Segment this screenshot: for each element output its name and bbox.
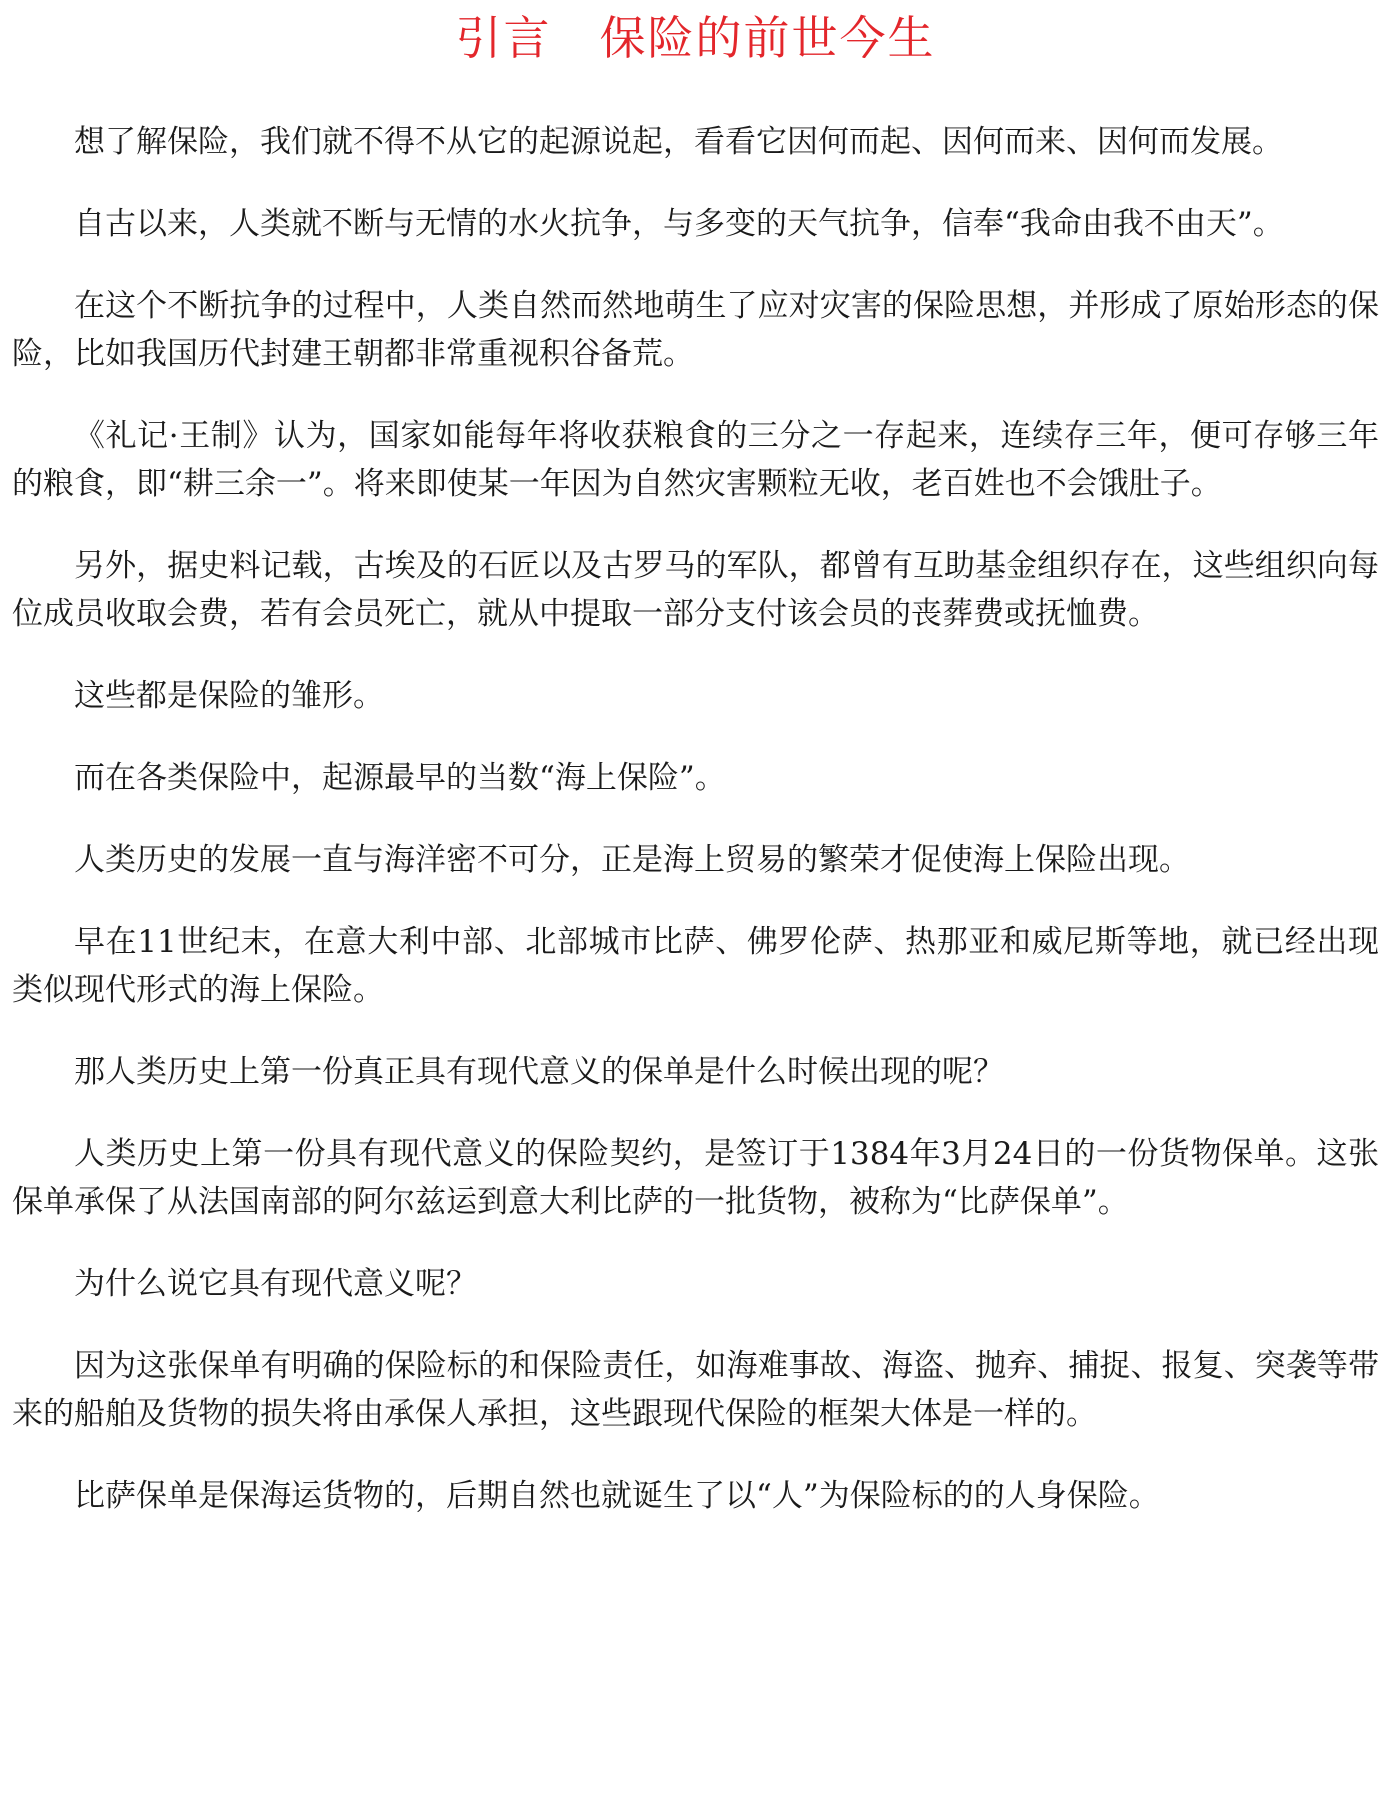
page-title: 引言 保险的前世今生	[455, 11, 936, 65]
paragraph: 这些都是保险的雏形。	[74, 678, 384, 714]
paragraph: 另外，据史料记载，古埃及的石匠以及古罗马的军队，都曾有互助基金组织存在，这些组织向每位成员收取会费，若有会员死亡，就从中提取一部分支付该会员的丧葬费或抚恤费。	[12, 548, 1379, 632]
paragraph: 想了解保险，我们就不得不从它的起源说起，看看它因何而起、因何而来、因何而发展。	[74, 124, 1283, 160]
paragraph: 为什么说它具有现代意义呢？	[74, 1266, 477, 1302]
paragraph: 在这个不断抗争的过程中，人类自然而然地萌生了应对灾害的保险思想，并形成了原始形态的保险，比如我国历代封建王朝都非常重视积谷备荒。	[12, 288, 1379, 372]
paragraph: 人类历史上第一份具有现代意义的保险契约，是签订于1384年3月24日的一份货物保单。这张保单承保了从法国南部的阿尔兹运到意大利比萨的一批货物，被称为“比萨保单”。	[12, 1136, 1379, 1220]
paragraph: 《礼记·王制》认为，国家如能每年将收获粮食的三分之一存起来，连续存三年，便可存够三年的粮食，即“耕三余一”。将来即使某一年因为自然灾害颗粒无收，老百姓也不会饿肚子。	[12, 418, 1379, 502]
paragraph: 那人类历史上第一份真正具有现代意义的保单是什么时候出现的呢？	[74, 1054, 1004, 1090]
paragraph: 因为这张保单有明确的保险标的和保险责任，如海难事故、海盗、抛弃、捕捉、报复、突袭等带来的船舶及货物的损失将由承保人承担，这些跟现代保险的框架大体是一样的。	[12, 1348, 1379, 1432]
paragraph: 早在11世纪末，在意大利中部、北部城市比萨、佛罗伦萨、热那亚和威尼斯等地，就已经出现类似现代形式的海上保险。	[12, 924, 1379, 1008]
document-body	[12, 118, 1379, 1520]
paragraph: 人类历史的发展一直与海洋密不可分，正是海上贸易的繁荣才促使海上保险出现。	[74, 842, 1190, 878]
paragraph: 比萨保单是保海运货物的，后期自然也就诞生了以“人”为保险标的的人身保险。	[74, 1478, 1160, 1514]
paragraph: 而在各类保险中，起源最早的当数“海上保险”。	[74, 760, 726, 796]
paragraph: 自古以来，人类就不断与无情的水火抗争，与多变的天气抗争，信奉“我命由我不由天”。	[74, 206, 1284, 242]
